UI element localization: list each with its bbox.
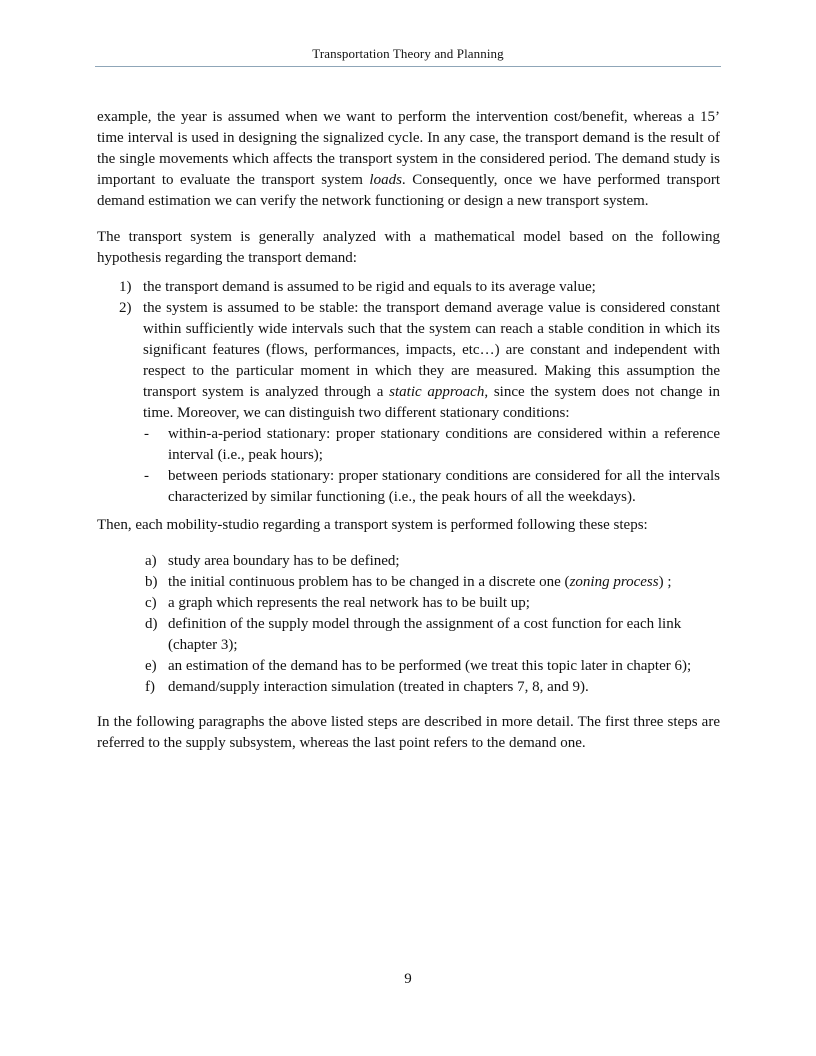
list-item-text-part: the system is assumed to be stable: the transport demand average value is considered constant within sufficiently wide intervals such that the system can reach a stable condition in which its significant features (flows, performances, impacts, etc…) are constant and independent with respect to the particular moment in which they are measured. Making this assumption the transport system is analyzed through a	[143, 300, 720, 400]
list-item-text	[143, 298, 720, 424]
list-item-text-part: ) ;	[658, 574, 672, 590]
paragraph-demand-study	[97, 107, 720, 212]
step-item	[97, 614, 720, 656]
dash-marker: -	[144, 426, 149, 442]
step-item	[97, 593, 720, 614]
list-item-text: demand/supply interaction simulation (treated in chapters 7, 8, and 9).	[168, 679, 589, 695]
hypothesis-item	[97, 298, 720, 424]
list-marker: d)	[145, 616, 158, 632]
list-item-text-part: the initial continuous problem has to be changed in a discrete one (	[168, 574, 570, 590]
list-item-text: definition of the supply model through the assignment of a cost function for each link (chapter 3);	[168, 616, 682, 653]
emphasis-loads: loads	[369, 172, 402, 188]
page-number: 9	[404, 971, 412, 987]
emphasis-static-approach: static approach	[389, 384, 485, 400]
dash-marker: -	[144, 468, 149, 484]
step-item	[97, 656, 720, 677]
list-marker: 1)	[119, 279, 132, 295]
list-item-text	[168, 572, 720, 593]
list-marker: c)	[145, 595, 157, 611]
list-marker: f)	[145, 679, 155, 695]
paragraph-model-hypothesis: The transport system is generally analyzed with a mathematical model based on the following hypothesis regarding the transport demand:	[97, 229, 720, 266]
list-marker: e)	[145, 658, 157, 674]
header-divider	[95, 66, 721, 67]
list-item-text: within-a-period stationary: proper stationary conditions are considered within a reference interval (i.e., peak hours);	[168, 426, 720, 463]
paragraph-steps-intro: Then, each mobility-studio regarding a transport system is performed following these steps:	[97, 517, 648, 533]
page-body	[97, 107, 720, 754]
list-item-text: between periods stationary: proper stationary conditions are considered for all the intervals characterized by similar functioning (i.e., the peak hours of all the weekdays).	[168, 468, 720, 505]
list-item-text: the transport demand is assumed to be rigid and equals to its average value;	[143, 279, 596, 295]
paragraph-text: example, the year is assumed when we want to perform the intervention cost/benefit, whereas a 15’ time interval is used in designing the signalized cycle. In any case, the transport demand is the result of the single movements which affects the transport system in the considered period. The demand study is important to evaluate the transport system	[97, 109, 720, 188]
list-item-text: a graph which represents the real network has to be built up;	[168, 595, 530, 611]
list-marker: a)	[145, 553, 157, 569]
step-item	[97, 551, 720, 572]
list-marker: b)	[145, 574, 158, 590]
running-header: Transportation Theory and Planning	[312, 46, 504, 61]
paragraph-text: . Consequently, once we have performed transport demand estimation we can verify the network functioning or design a new transport system.	[97, 172, 720, 209]
step-item	[97, 572, 720, 593]
condition-item	[97, 424, 720, 466]
step-item	[97, 677, 720, 698]
paragraph-conclusion: In the following paragraphs the above listed steps are described in more detail. The first three steps are referred to the supply subsystem, whereas the last point refers to the demand one.	[97, 714, 720, 751]
list-item-text: study area boundary has to be defined;	[168, 553, 400, 569]
hypothesis-item	[97, 277, 720, 298]
list-marker: 2)	[119, 300, 132, 316]
emphasis-zoning-process: zoning process	[569, 574, 659, 590]
condition-item	[97, 466, 720, 508]
list-item-text-part: , since the system does not change in time. Moreover, we can distinguish two different stationary conditions:	[143, 384, 720, 421]
list-item-text: an estimation of the demand has to be performed (we treat this topic later in chapter 6);	[168, 658, 692, 674]
